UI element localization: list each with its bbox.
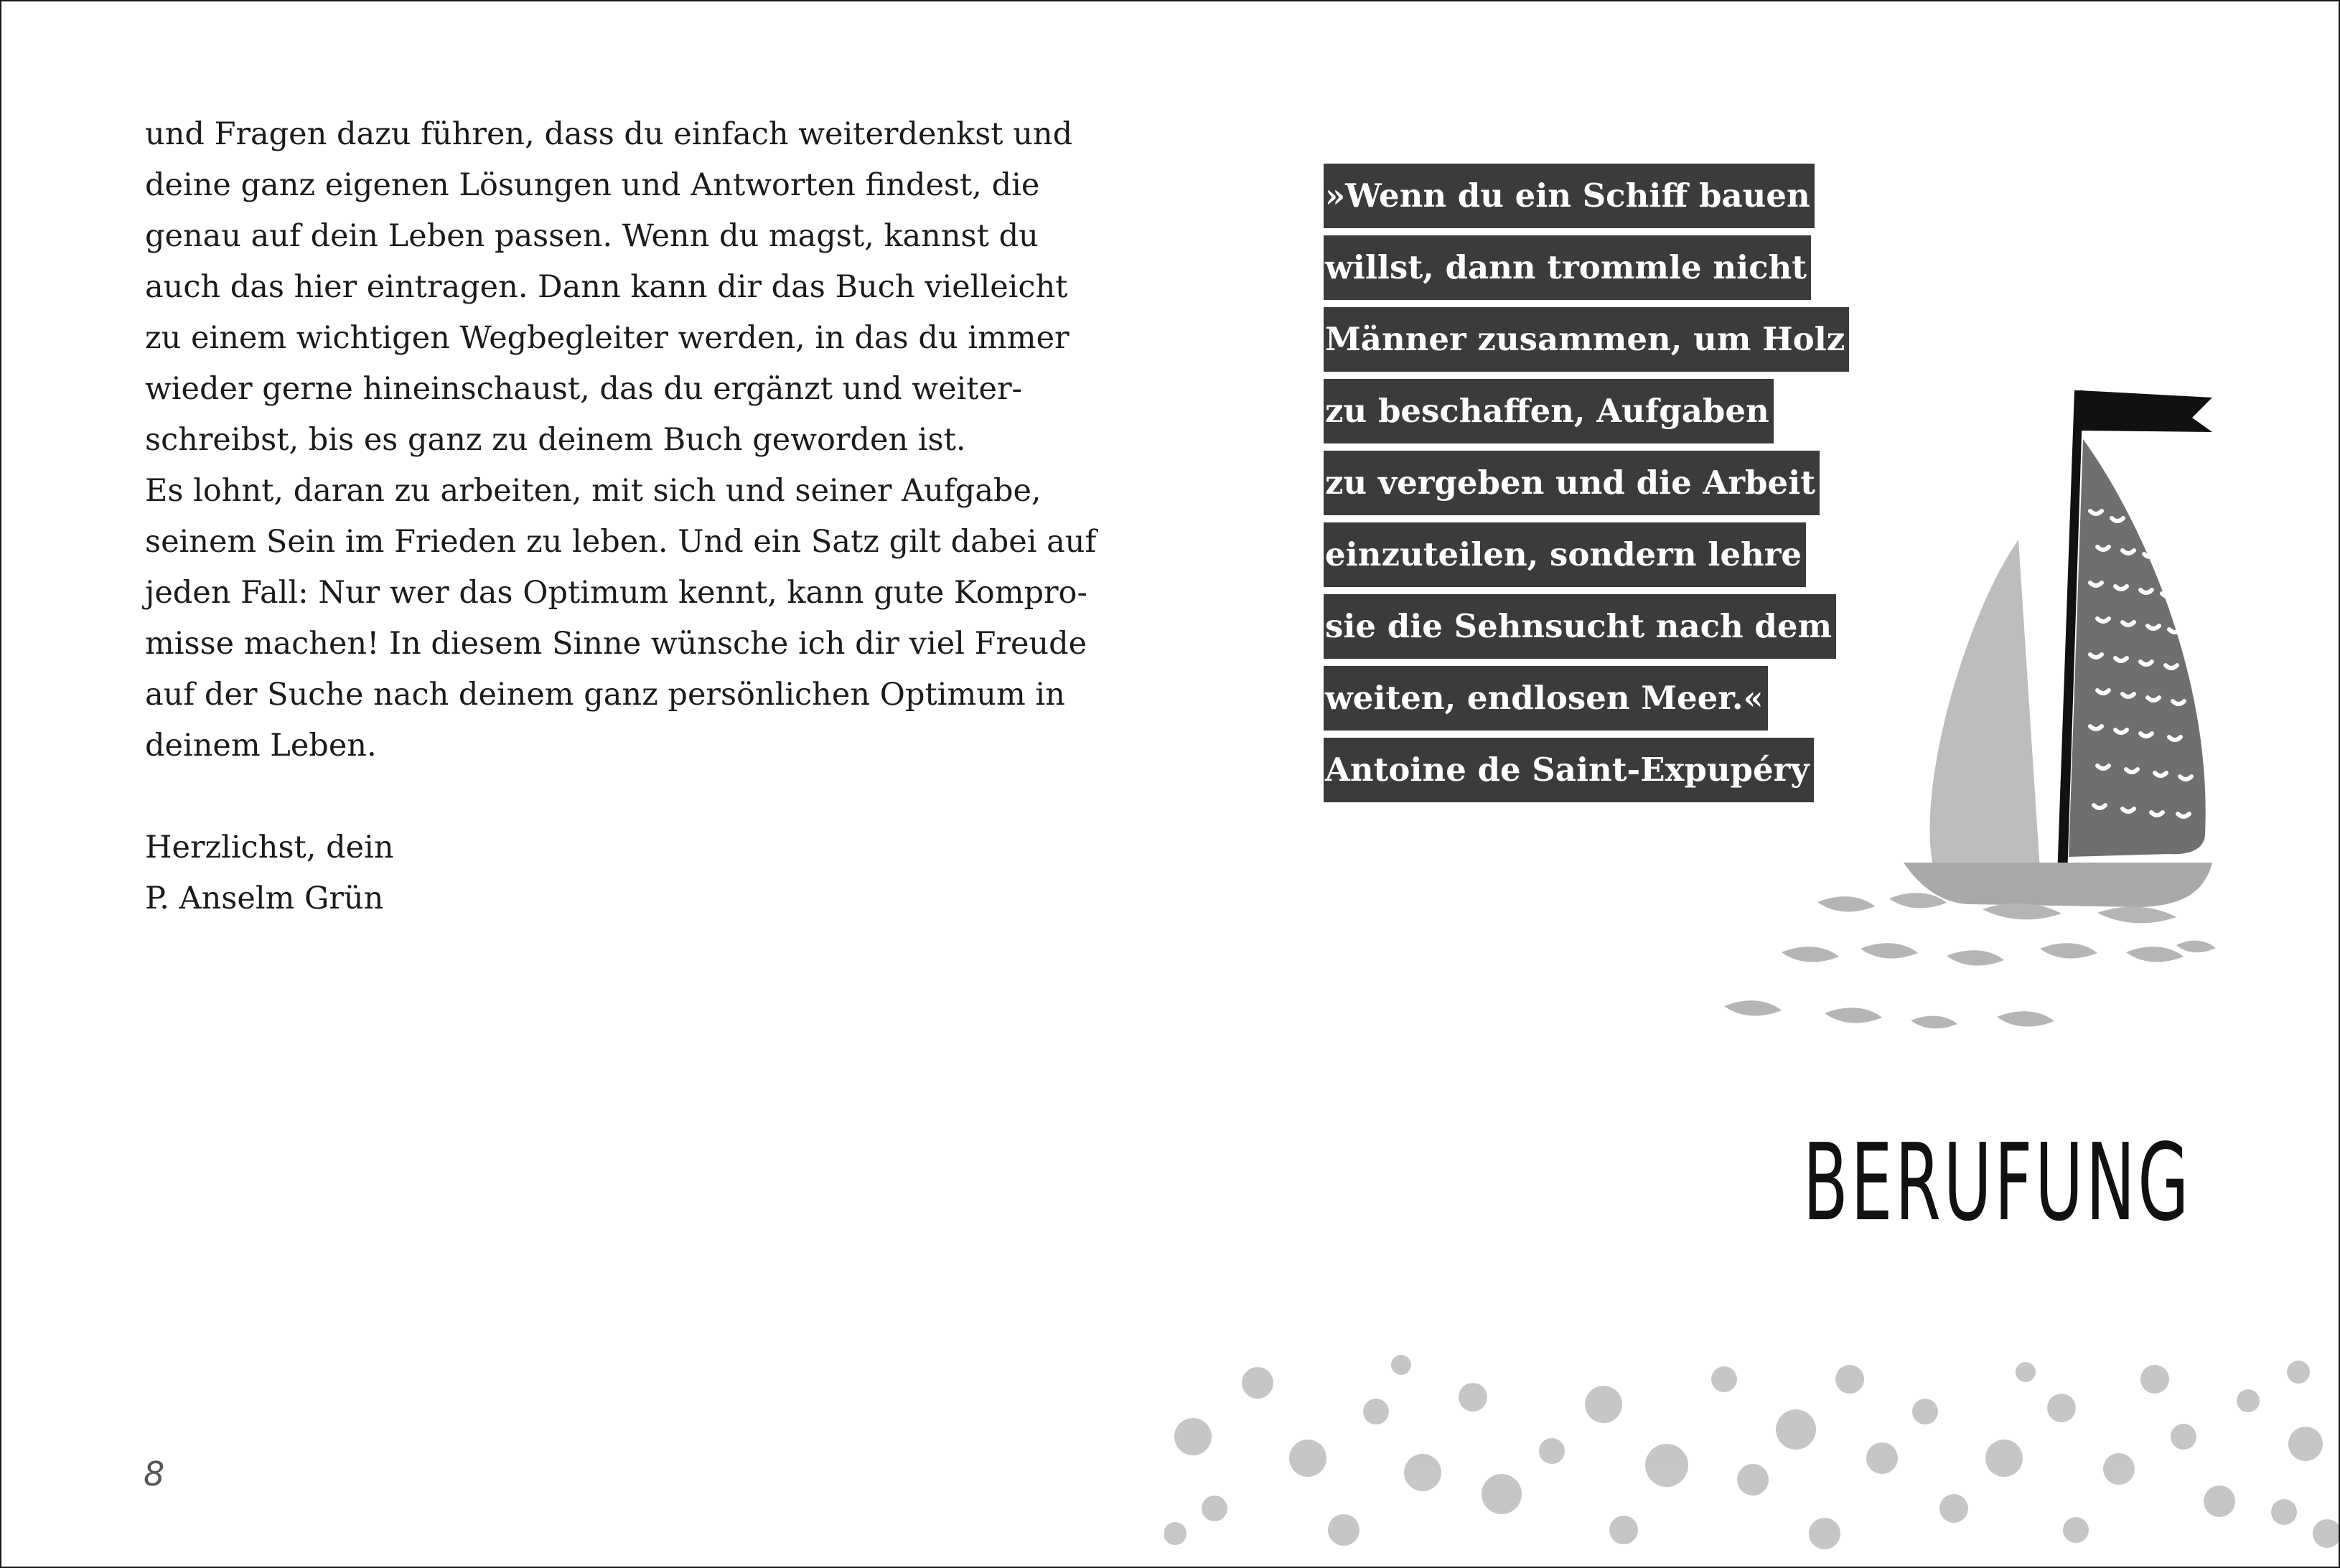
quote-line: Männer zusammen, um Holz: [1324, 307, 1849, 372]
text-line: Es lohnt, daran zu arbeiten, mit sich und seiner Aufgabe,: [145, 473, 1042, 509]
text-line: deine ganz eigenen Lösungen und Antworten findest, die: [145, 167, 1040, 203]
text-line: auch das hier eintragen. Dann kann dir das Buch vielleicht: [145, 269, 1068, 305]
signoff: [145, 822, 1049, 924]
quote-line: zu beschaffen, Aufgaben: [1324, 379, 1849, 443]
quote-line: willst, dann trommle nicht: [1324, 235, 1849, 300]
signoff-author: P. Anselm Grün: [145, 881, 384, 916]
text-line: wieder gerne hineinschaust, das du ergänzt und weiter-: [145, 371, 1023, 407]
text-line: seinem Sein im Frieden zu leben. Und ein Satz gilt dabei auf: [145, 524, 1097, 560]
hull: [1904, 863, 2212, 907]
text-line: schreibst, bis es ganz zu deinem Buch geworden ist.: [145, 422, 966, 458]
body-paragraph: [145, 109, 1097, 771]
text-line: und Fragen dazu führen, dass du einfach weiterdenkst und: [145, 116, 1073, 152]
quote-line: weiten, endlosen Meer.«: [1324, 666, 1849, 731]
sailboat-illustration: [1710, 375, 2255, 1049]
text-line: zu einem wichtigen Wegbegleiter werden, in das du immer: [145, 320, 1070, 356]
decorative-dots: [1164, 1351, 2339, 1566]
text-line: deinem Leben.: [145, 728, 377, 764]
text-line: genau auf dein Leben passen. Wenn du magst, kannst du: [145, 218, 1039, 254]
quote-line: »Wenn du ein Schiff bauen: [1324, 164, 1849, 228]
water-waves: [1724, 893, 2216, 1028]
main-sail: [2069, 439, 2206, 857]
quote-author: Antoine de Saint-Expupéry: [1324, 738, 1849, 802]
text-line: jeden Fall: Nur wer das Optimum kennt, kann gute Kompro-: [145, 575, 1087, 611]
page-number: 8: [144, 1455, 165, 1493]
flag: [2076, 390, 2212, 432]
signoff-greeting: Herzlichst, dein: [145, 830, 394, 865]
text-line: misse machen! In diesem Sinne wünsche ich dir viel Freude: [145, 626, 1087, 662]
quote-line: einzuteilen, sondern lehre: [1324, 522, 1849, 587]
quote-line: sie die Sehnsucht nach dem: [1324, 594, 1849, 659]
quote-line: zu vergeben und die Arbeit: [1324, 451, 1849, 515]
back-sail: [1930, 540, 2040, 870]
left-page: [145, 109, 1097, 924]
text-line: auf der Suche nach deinem ganz persönlichen Optimum in: [145, 677, 1065, 713]
chapter-title: BERUFUNG: [1802, 1121, 2191, 1244]
